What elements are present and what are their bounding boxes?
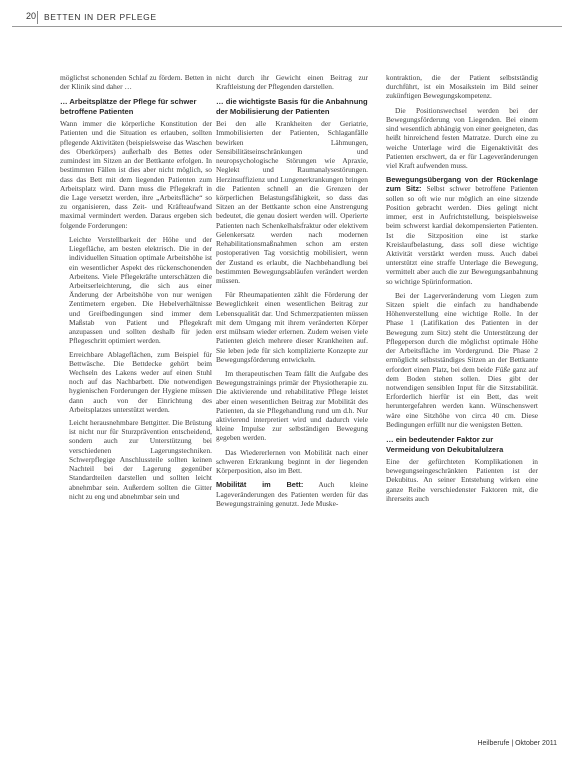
page-header (12, 10, 562, 27)
paragraph-text: Bei der Lagerveränderung vom Liegen zum Sitzen spielt die einfach zu handhabende Höhenverstellung eine wichtige Rolle. In der Phase 1 (Latifikation des Patienten in der Bewegung zum Sitz) steht die Unterstützung der Pflegeperson durch die möglichst optimale Höhe der Arbeitsfläche im Vordergrund. Die Phase 2 ermöglicht selbstständiges Sitzen an der Bettkante erfordert einen Platz, bei dem beide (386, 290, 538, 374)
paragraph: nicht durch ihr Gewicht einen Beitrag zur Kraftleistung der Pflegenden darstellen. (216, 73, 368, 92)
paragraph: Das Wiedererlernen von Mobilität nach einer schweren Erkrankung beginnt in der liegenden Körperposition, also im Bett. (216, 447, 368, 476)
header-divider (37, 11, 38, 24)
list-item: • Leichte Verstellbarkeit der Höhe und der Liegefläche, am besten elektrisch. Die in der individuellen Situation optimale Arbeitshöhe ist ein wesentlicher Aspekt des rückenschonenden Arbeitens. Viele Pflegekräfte unterschätzen die Arbeitserleichterung, die sich aus einer Änderung der Arbeitshöhe von nur wenigen Zentimetern ergeben. Die Hebelverhältnisse und Greifbedingungen sind immer dem Maßstab von Patient und Pflegekraft anzupassen und sollten deshalb für jeden Pflegeschritt optimiert werden. (69, 235, 212, 346)
paragraph: Wann immer die körperliche Konstitution der Patienten und die Situation es erlauben, sollten pflegende Aktivitäten (beispielsweise das Waschen des Oberkörpers) außerhalb des Bettes oder zumindest im Sitzen an der Bettkante erfolgen. In bestimmten Fällen ist dies aber nicht möglich, so dass das Bett mit dem liegenden Patienten zum Arbeitsplatz wird. Dann muss die Pflegekraft in die Lage versetzt werden, ihre „Arbeitsfläche“ so zu organisieren, dass Zeit- und Kräfteaufwand maximal vermindert werden. Daraus ergeben sich folgende Forderungen: (60, 119, 212, 230)
list-item: • Leicht herausnehmbare Bettgitter. Die Brüstung ist nicht nur für Sturzprävention entscheidend, sondern auch zur Unterstützung bei verschiedenen Lagerungstechniken. Schwerpflegige Anschlussteile sollten keinen Nachteil bei der Lagerung gegenüber Standardteilen darstellen und sollten leicht abnehmbar sein. Außerdem sollten die Gitter nicht zu eng und abnehmbar sein und (69, 418, 212, 501)
subheading: … die wichtigste Basis für die Anbahnung der Mobilisierung der Patienten (216, 97, 368, 116)
paragraph (216, 480, 368, 508)
inline-heading: Bewegungsübergang von der Rückenlage zum Sitz: (386, 175, 538, 194)
text-column-3 (386, 73, 538, 741)
paragraph: Die Positionswechsel werden bei der Bewegungsförderung von Liegenden. Bei einem sind wesentlich abhängig von einer geeigneten, das heißt hinreichend festen Matratze. Durch eine zu weiche Unterlage wird die Eigenaktivität des Patienten erschwert, da er für Lageveränderungen viel Kraft aufwenden muss. (386, 105, 538, 170)
paragraph: Im therapeutischen Team fällt die Aufgabe des Bewegungstrainings primär der Physiotherapie zu. Die aktivierende und rehabilitative Pflege leistet aber einen wesentlichen Beitrag zur Mobilität des Patienten, da sie Pflegehandlung rund um d.h. Nur aktivierend interpretiert wird und dadurch viele kleine Impulse zur selbständigen Bewegung gegeben werden. (216, 368, 368, 443)
section-title: BETTEN IN DER PFLEGE (44, 12, 157, 22)
emphasis-text: Füße (495, 364, 511, 374)
page-footer: Heilberufe | Oktober 2011 (477, 740, 557, 747)
paragraph (386, 175, 538, 286)
paragraph: möglichst schonenden Schlaf zu fördern. Betten in der Klinik sind daher … (60, 73, 212, 92)
inline-heading: Mobilität im Bett: (216, 480, 304, 490)
paragraph-text: ganz auf dem Boden stehen sollen. Dies gibt der notwendigen sensiblen Input für die Sitzstabilität. Erforderlich hierfür ist ein Bett, das weit heruntergefahren werden kann. Wünschenswert wäre eine Sitzhöhe von circa 40 cm. Diese Bedingungen erfüllt nur die wenigsten Betten. (386, 364, 538, 429)
text-column-1 (60, 73, 212, 741)
paragraph: Für Rheumapatienten zählt die Förderung der Beweglichkeit einen wesentlichen Beitrag zur Lebensqualität dar. Und Schmerzpatienten müssen mit dem Umgang mit ihrem veränderten Körper erst mühsam wieder erlernen. Zudem weisen viele Patienten gleich mehrere dieser Krankheiten auf. Sie leben jede für sich komplizierte Konzepte zur Bewegungsförderung entwickeln. (216, 290, 368, 364)
subheading: … Arbeitsplätze der Pflege für schwer betroffene Patienten (60, 97, 197, 116)
bullet-list (60, 235, 212, 501)
subheading: … ein bedeutender Faktor zur Vermeidung von Dekubitalulzera (386, 435, 504, 454)
list-item: • Erreichbare Ablageflächen, zum Beispiel für Bettwäsche. Die Bettdecke gehört beim Wechseln des Lakens weder auf einen Stuhl noch auf das Nachbarbett. Die notwendigen hygienischen Forderungen der Hygiene müssen dann auch von der Einrichtung des Arbeitsplatzes unterstützt werden. (69, 350, 212, 415)
paragraph-text: Selbst schwer betroffene Patienten sollen so oft wie nur möglich an eine sitzende Position gebracht werden. Dies gelingt nicht immer, erst in Aufrichtstellung, beispielsweise beim schwerst kardial dekompensierten Patienten. Ist die Sitzposition eine ist starke Kreislaufbelastung, dass soll diese wichtige Aktivität verstärkt werden muss. Auch dabei unterstützt eine straffe Unterlage die Bewegung, vermittelt aber auch die zur Bewegungsanbahnung so wichtige Spürinformation. (386, 184, 538, 286)
text-column-2 (216, 73, 368, 741)
paragraph (386, 291, 538, 429)
page-number: 20 (26, 11, 37, 21)
paragraph: Bei den alle Krankheiten der Geriatrie, Immobilisierten der Patienten, Schlaganfälle bewirken Lähmungen, Sensibilitätseinschränkungen und neuropsychologische Störungen wie Apraxie, Neglekt und Raumanalysestörungen. Herzinsuffizienz und Lungenerkrankungen bringen die Patienten schnell an die Grenzen der körperlichen Belastungsfähigkeit, so dass das Sitzen an der Bettkante schon eine Anstrengung bedeutet, die genau dosiert werden will. Operierte Patienten nach Schenkelhalsfraktur oder elektivem Gelenkersatz werden nach modernen Rehabilitationsmaßnahmen schon am ersten postoperativen Tag vorsichtig mobilisiert, wenn der Zustand es erlaubt, die Nachbehandlung bei bestimmten Bewegungsabläufen verändert werden müssen. (216, 119, 368, 285)
paragraph-text: Auch kleine Lageveränderungen des Patienten werden für das Bewegungstraining genutzt. Jede Muske- (216, 480, 368, 508)
paragraph: kontraktion, die der Patient selbstständig durchführt, ist ein Mosaikstein im Bild seiner zukünftigen Bewegungskompetenz. (386, 73, 538, 101)
paragraph: Eine der gefürchteten Komplikationen in bewegungseingeschränkten Patienten ist der Dekubitus. An seiner Entstehung wirken eine ganze Reihe verschiedenster Faktoren mit, die ihrerseits auch (386, 456, 538, 503)
